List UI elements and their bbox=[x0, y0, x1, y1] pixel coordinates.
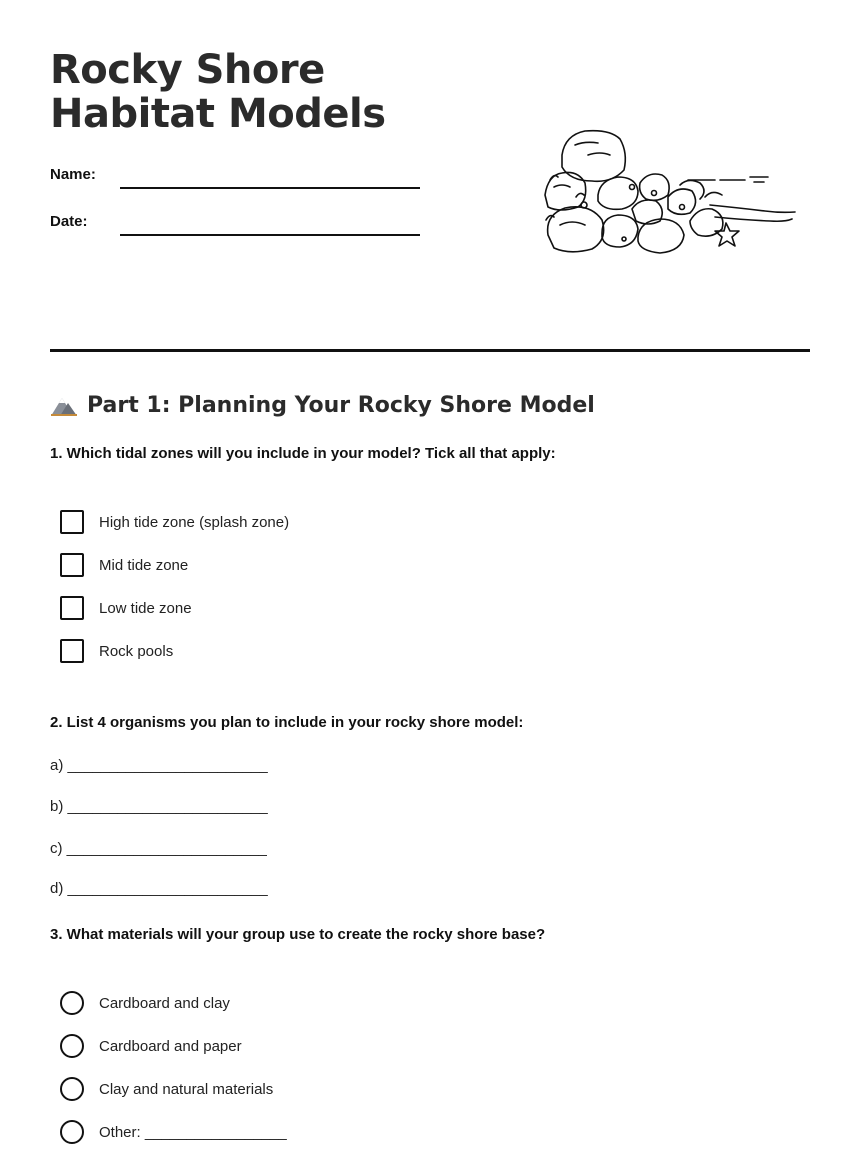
mountain-icon bbox=[50, 393, 78, 417]
answer-line-a[interactable]: a) ________________________ bbox=[50, 757, 268, 774]
question-2: 2. List 4 organisms you plan to include in your rocky shore model: bbox=[50, 714, 524, 731]
section-divider bbox=[50, 349, 810, 352]
checkbox-option[interactable] bbox=[60, 510, 289, 534]
checkbox[interactable] bbox=[60, 596, 84, 620]
radio-button[interactable] bbox=[60, 1034, 84, 1058]
checkbox[interactable] bbox=[60, 553, 84, 577]
radio-button[interactable] bbox=[60, 1077, 84, 1101]
checkbox[interactable] bbox=[60, 510, 84, 534]
checkbox-label: Rock pools bbox=[99, 642, 174, 660]
radio-option[interactable] bbox=[60, 991, 230, 1015]
name-field[interactable] bbox=[50, 166, 430, 196]
checkbox-option[interactable] bbox=[60, 596, 192, 620]
radio-button[interactable] bbox=[60, 1120, 84, 1144]
answer-line-b[interactable]: b) ________________________ bbox=[50, 798, 268, 815]
checkbox-label: Mid tide zone bbox=[99, 556, 189, 574]
radio-label: Other: _________________ bbox=[99, 1123, 287, 1141]
checkbox-option[interactable] bbox=[60, 553, 188, 577]
date-label: Date: bbox=[50, 213, 88, 230]
question-1: 1. Which tidal zones will you include in your model? Tick all that apply: bbox=[50, 445, 556, 462]
date-field[interactable] bbox=[50, 213, 430, 243]
answer-line-d[interactable]: d) ________________________ bbox=[50, 880, 268, 897]
date-line[interactable] bbox=[120, 234, 420, 236]
radio-option[interactable] bbox=[60, 1077, 273, 1101]
question-3: 3. What materials will your group use to create the rocky shore base? bbox=[50, 926, 546, 943]
name-label: Name: bbox=[50, 166, 96, 183]
checkbox-label: High tide zone (splash zone) bbox=[99, 513, 290, 531]
radio-button[interactable] bbox=[60, 991, 84, 1015]
radio-option[interactable] bbox=[60, 1034, 242, 1058]
part1-heading-text: Part 1: Planning Your Rocky Shore Model bbox=[87, 392, 595, 418]
name-line[interactable] bbox=[120, 187, 420, 189]
checkbox-label: Low tide zone bbox=[99, 599, 192, 617]
checkbox-option[interactable] bbox=[60, 639, 173, 663]
radio-label: Cardboard and clay bbox=[99, 994, 230, 1012]
page-title: Rocky Shore Habitat Models bbox=[50, 47, 386, 137]
checkbox[interactable] bbox=[60, 639, 84, 663]
part1-heading bbox=[50, 390, 595, 420]
answer-line-c[interactable]: c) ________________________ bbox=[50, 840, 267, 857]
radio-label: Cardboard and paper bbox=[99, 1037, 242, 1055]
radio-label: Clay and natural materials bbox=[99, 1080, 274, 1098]
radio-option[interactable] bbox=[60, 1120, 287, 1144]
rocky-shore-illustration bbox=[540, 125, 800, 260]
